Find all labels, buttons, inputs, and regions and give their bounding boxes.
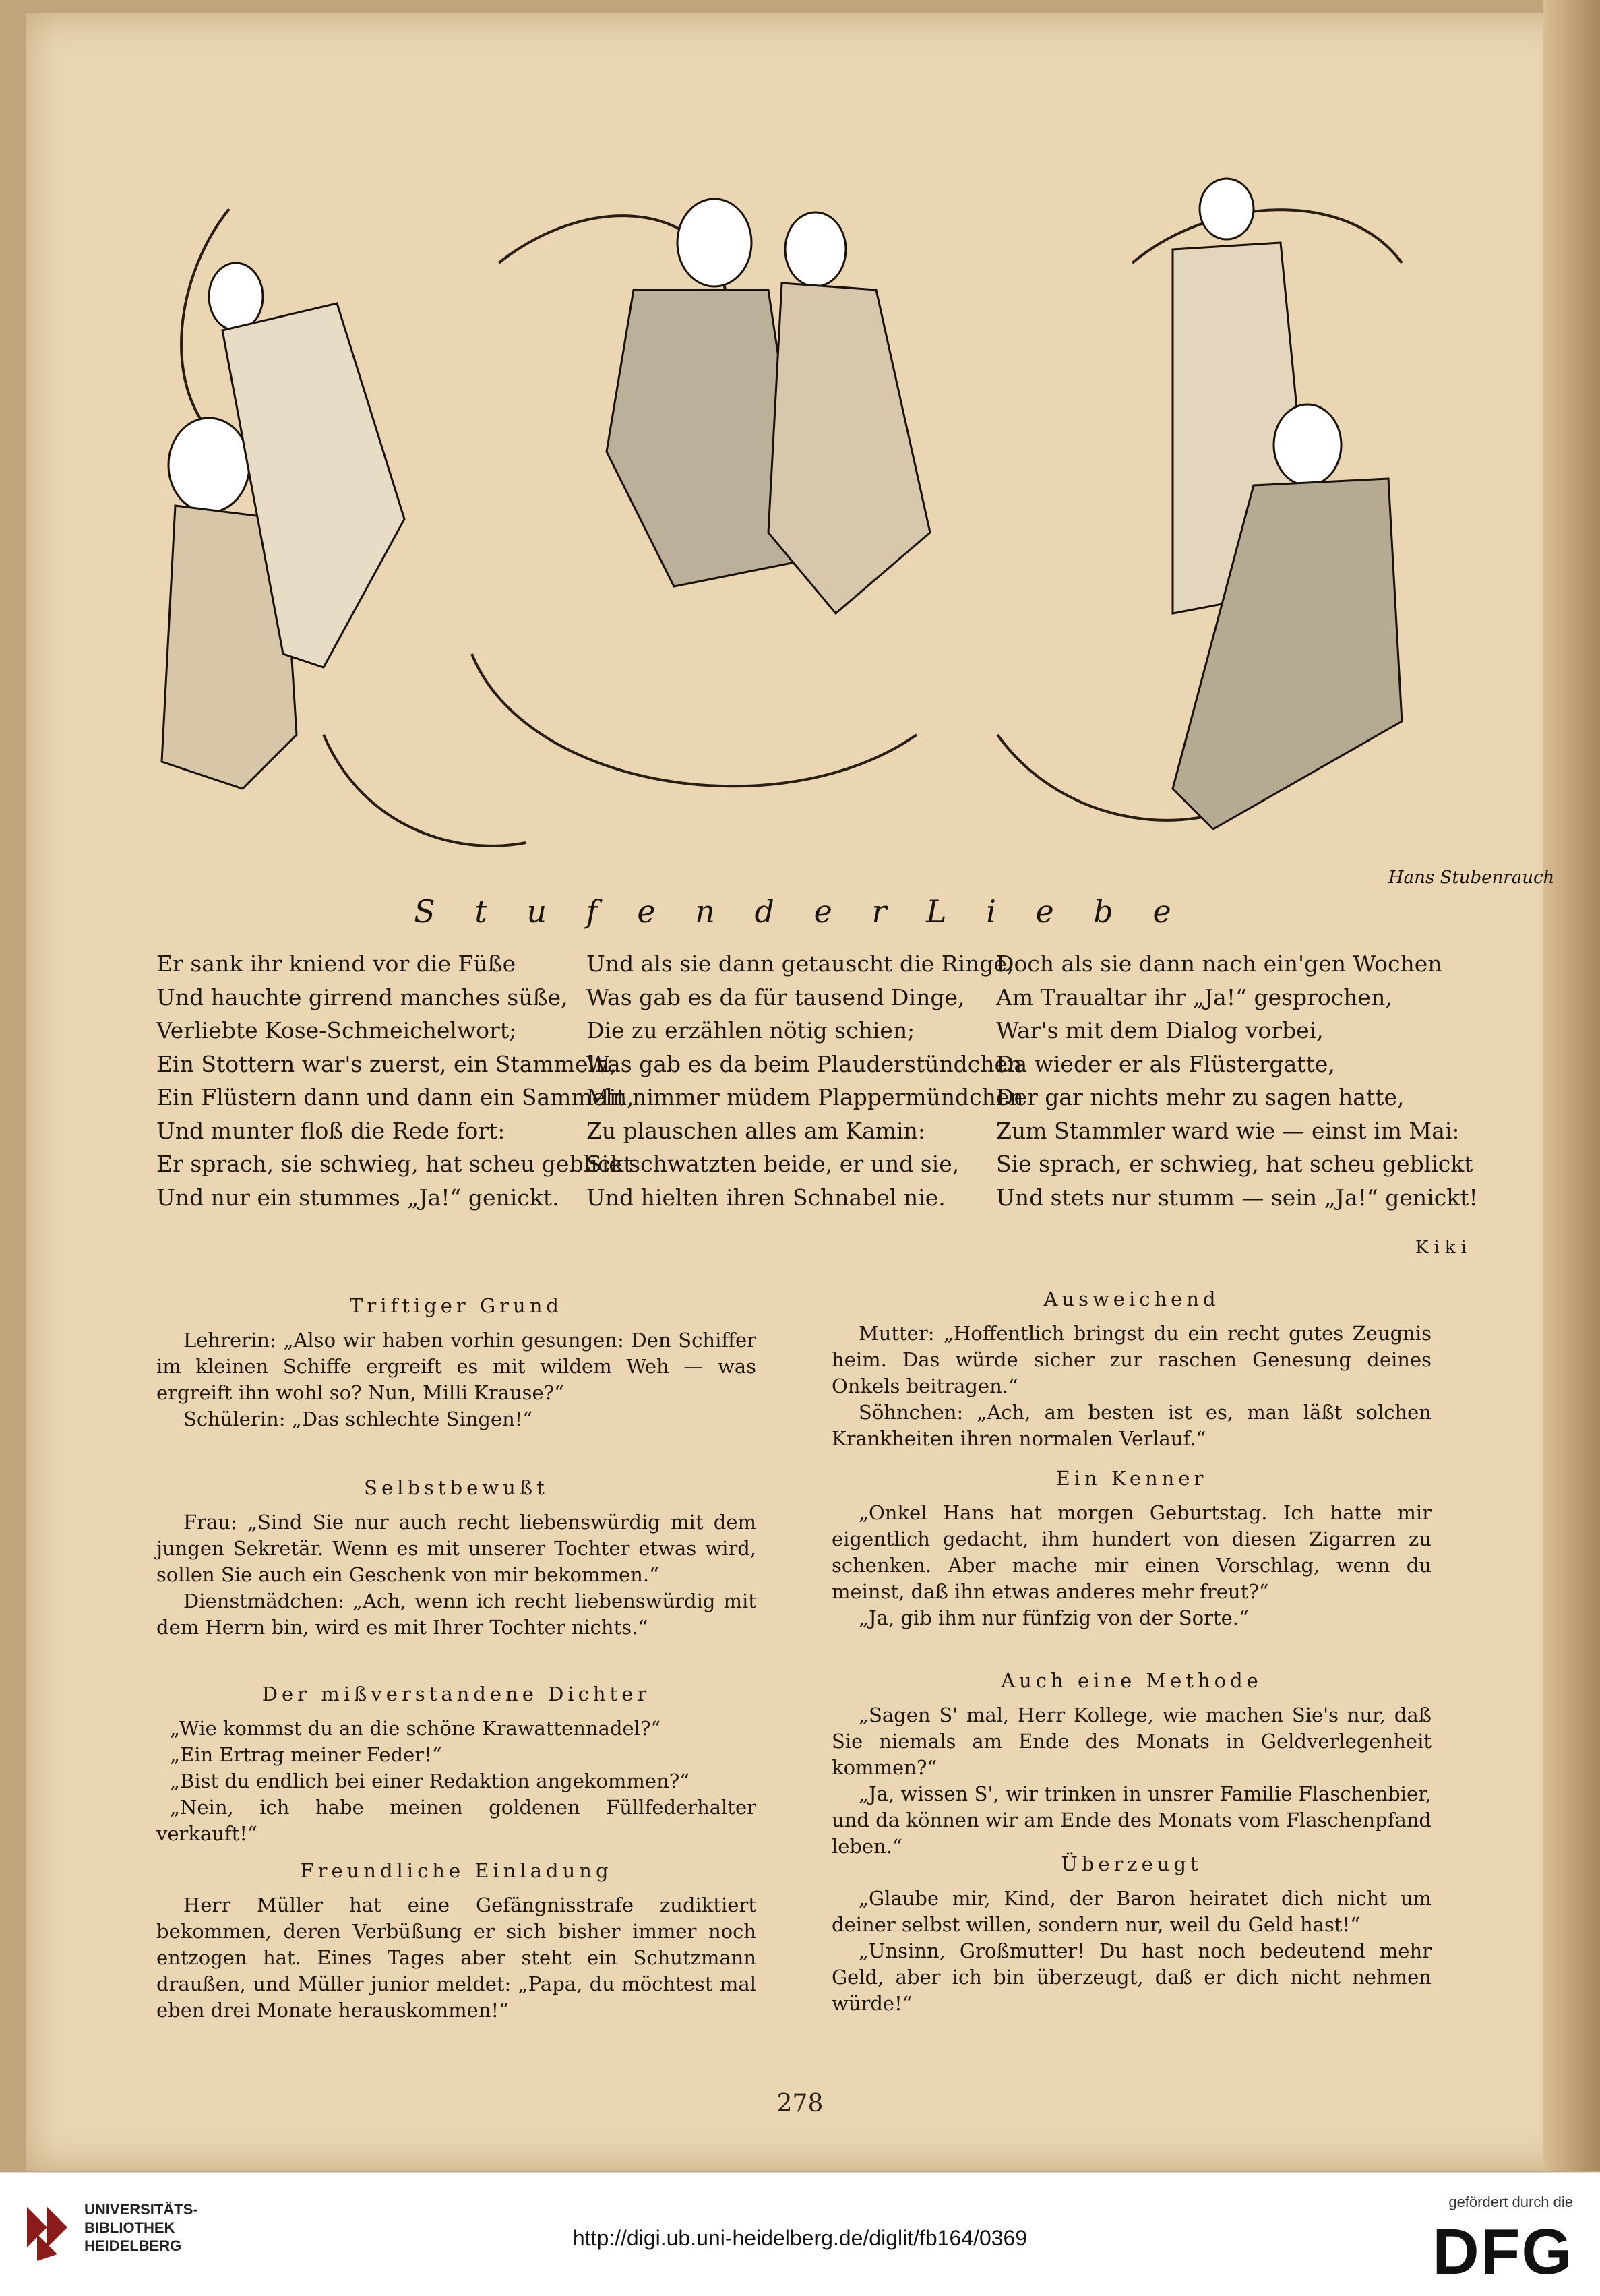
section-heading: Ausweichend [1043,1288,1220,1310]
ornament-vine [324,735,526,846]
poem-line: Und stets nur stumm — sein „Ja!“ genickt! [996,1184,1478,1211]
poem-line: Er sprach, sie schwieg, hat scheu geblickt [156,1151,633,1177]
poem-line: Was gab es da beim Plauderstündchen [586,1050,1022,1077]
poem-line: Sie schwatzten beide, er und sie, [586,1151,960,1177]
figure-man-right-head [1274,404,1341,485]
figure-woman-left-head [209,263,263,330]
section-paragraph: Mutter: „Hoffentlich bringst du ein recht gutes Zeugnis heim. Das würde sicher zur raschen Genesung deines Onkels beitragen.“ [832,1322,1432,1397]
section-heading: Auch eine Methode [1001,1669,1262,1692]
section-heading: Überzeugt [1061,1852,1202,1875]
poem-column-3 [996,947,1478,1214]
poem-column-1 [156,947,634,1214]
poem-line: Und nur ein stummes „Ja!“ genickt. [156,1184,559,1211]
section-paragraph: „Glaube mir, Kind, der Baron heiratet dich nicht um deiner selbst willen, sondern nur, weil du Geld hast!“ [832,1887,1432,1936]
poem-line: Doch als sie dann nach ein'gen Wochen [996,950,1442,977]
library-name-line: BIBLIOTHEK [84,2219,175,2236]
section-dichter [156,1681,756,1847]
poem-line: Verliebte Kose-Schmeichelwort; [156,1017,517,1044]
poem-line: Sie sprach, er schwieg, hat scheu geblickt [996,1151,1473,1177]
figure-man-center-head [677,199,751,286]
poem-line: Und hauchte girrend manches süße, [156,984,568,1010]
section-einladung [156,1858,756,2024]
page-number: 278 [776,2090,824,2117]
poem-line: Ein Stottern war's zuerst, ein Stammeln, [156,1050,617,1077]
poem-line: Mit nimmer müdem Plappermündchen [586,1084,1024,1110]
poem-line: Was gab es da für tausend Dinge, [586,984,965,1010]
poem-line: Da wieder er als Flüstergatte, [996,1050,1335,1077]
poem-line: Zum Stammler ward wie — einst im Mai: [996,1117,1460,1144]
section-paragraph: „Nein, ich habe meinen goldenen Füllfederhalter verkauft!“ [156,1796,756,1845]
section-paragraph: „Ja, gib ihm nur fünfzig von der Sorte.“ [859,1606,1249,1629]
poem-line: Und munter floß die Rede fort: [156,1117,505,1144]
poem-line: Die zu erzählen nötig schien; [586,1017,915,1044]
figure-woman-center [768,283,930,613]
figure-woman-right-head [1200,179,1254,239]
poem-column-2 [586,947,1024,1214]
section-paragraph: „Ein Ertrag meiner Feder!“ [170,1743,442,1766]
section-ueberzeugt [832,1851,1432,2017]
section-heading: Triftiger Grund [350,1294,563,1317]
artist-signature: Hans Stubenrauch [1388,868,1555,888]
section-paragraph: „Sagen S' mal, Herr Kollege, wie machen Sie's nur, daß Sie niemals am Ende des Monats in Geldverlegenheit kommen?“ [832,1703,1432,1779]
poem-title: S t u f e n d e r L i e b e [414,893,1186,930]
section-heading: Selbstbewußt [364,1476,549,1499]
section-ausweichend [832,1286,1432,1452]
section-ein-kenner [832,1466,1432,1631]
ornament-vine [472,654,917,786]
dfg-logo[interactable]: DFG [1432,2216,1573,2288]
section-paragraph: Frau: „Sind Sie nur auch recht liebenswürdig mit dem jungen Sekretär. Wenn es mit unserer Tochter etwas wird, sollen Sie auch ein Geschenk von mir bekommen.“ [156,1511,756,1586]
poem-line: Und als sie dann getauscht die Ringe, [586,950,1014,977]
funding-caption: gefördert durch die [1448,2194,1573,2210]
library-name-line: UNIVERSITÄTS- [84,2201,198,2218]
section-paragraph: „Wie kommst du an die schöne Krawattennadel?“ [170,1717,661,1740]
section-paragraph: „Onkel Hans hat morgen Geburtstag. Ich hatte mir eigentlich gedacht, ihm hundert von diesen Zigarren zu schenken. Aber mache mir einen Vorschlag, wenn du meinst, daß ihn etwas anderes mehr freut?“ [832,1501,1432,1603]
poem-line: Er sank ihr kniend vor die Füße [156,950,516,977]
poem-author: Kiki [1415,1238,1472,1258]
section-heading: Der mißverstandene Dichter [261,1683,651,1705]
section-methode [832,1668,1432,1860]
poem-line: Und hielten ihren Schnabel nie. [586,1184,946,1211]
poem-line: War's mit dem Dialog vorbei, [996,1017,1324,1044]
poem-line: Der gar nichts mehr zu sagen hatte, [996,1084,1405,1110]
section-paragraph: „Unsinn, Großmutter! Du hast noch bedeutend mehr Geld, aber ich bin überzeugt, daß er dich nicht nehmen würde!“ [832,1939,1432,2015]
footer-bar [0,2172,1600,2296]
poem-line: Am Traualtar ihr „Ja!“ gesprochen, [996,984,1392,1010]
illustration-couples [121,182,1555,890]
section-paragraph: Söhnchen: „Ach, am besten ist es, man läßt solchen Krankheiten ihren normalen Verlauf.“ [832,1401,1432,1450]
section-paragraph: „Ja, wissen S', wir trinken in unsrer Familie Flaschenbier, und da können wir am Ende des Monats vom Flaschenpfand leben.“ [832,1782,1432,1858]
figure-kneeling-man-head [168,418,249,512]
page-edge [1543,0,1600,2171]
section-paragraph: Herr Müller hat eine Gefängnisstrafe zudiktiert bekommen, deren Verbüßung er sich bisher immer noch entzogen hat. Eines Tages aber steht ein Schutzmann draußen, und Müller junior meldet: „Papa, du möchtest mal eben drei Monate herauskommen!“ [156,1894,756,2022]
poem-line: Ein Flüstern dann und dann ein Sammeln, [156,1084,634,1110]
library-name-line: HEIDELBERG [84,2237,182,2254]
section-paragraph: Dienstmädchen: „Ach, wenn ich recht liebenswürdig mit dem Herrn bin, wird es mit Ihrer Tochter nichts.“ [156,1590,756,1639]
figure-woman-center-head [785,212,846,286]
section-paragraph: „Bist du endlich bei einer Redaktion angekommen?“ [170,1770,690,1792]
poem-line: Zu plauschen alles am Kamin: [586,1117,925,1144]
section-triftiger-grund [156,1293,756,1432]
section-heading: Ein Kenner [1055,1467,1208,1490]
section-heading: Freundliche Einladung [300,1859,613,1882]
permalink-url[interactable]: http://digi.ub.uni-heidelberg.de/diglit/fb164/0369 [572,2226,1028,2250]
section-selbstbewusst [156,1475,756,1641]
section-paragraph: Schülerin: „Das schlechte Singen!“ [183,1408,533,1430]
section-paragraph: Lehrerin: „Also wir haben vorhin gesungen: Den Schiffer im kleinen Schiffe ergreift es mit wildem Weh — was ergreift ihn wohl so? Nun, Milli Krause?“ [156,1329,756,1404]
